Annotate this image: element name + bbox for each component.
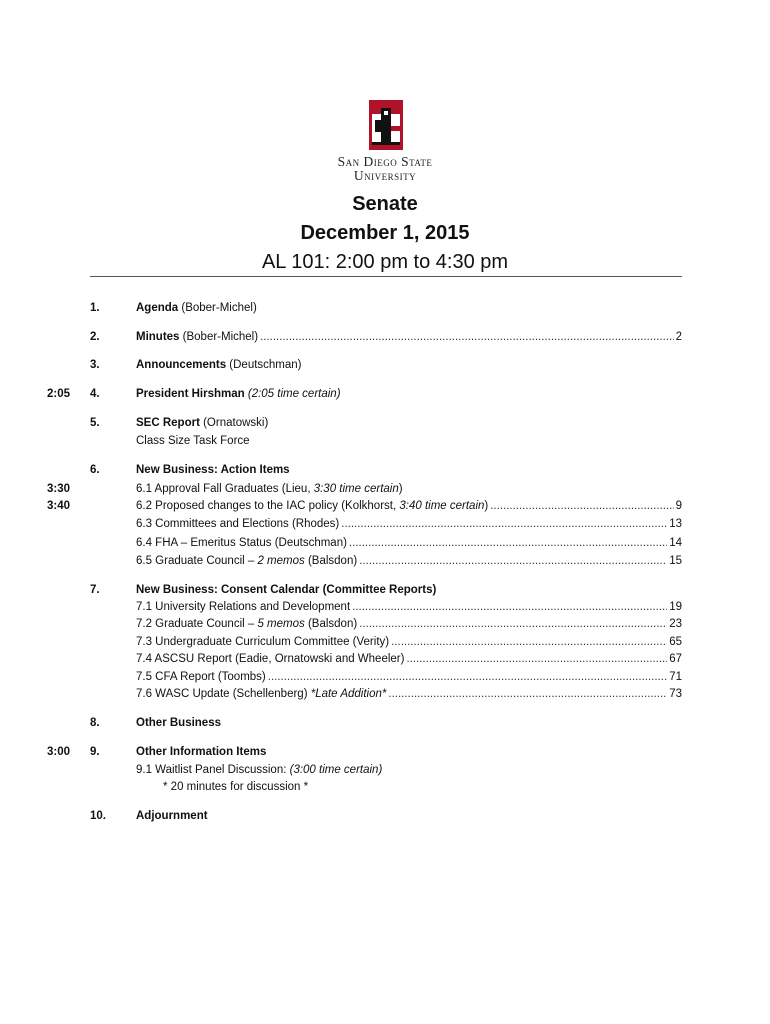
agenda-subitem-9-note [0,779,770,795]
sdsu-logo [369,100,403,150]
page-number: 71 [669,671,682,683]
agenda-subitem-7-1: 7.1 University Relations and Development ..... 19 [0,599,770,615]
agenda-subitem-6-4: 6.4 FHA – Emeritus Status (Deutschman) ..... 14 [0,535,770,551]
agenda-item-4 [0,386,770,402]
doc-date: December 1, 2015 [300,222,470,244]
dot-leader [391,634,667,650]
page-number: 13 [669,518,682,530]
doc-title: Senate [352,193,418,215]
dot-leader [406,651,667,667]
dot-leader [260,329,674,345]
agenda-subitem-6-2: 3:40 6.2 Proposed changes to the IAC policy (Kolkhorst, 3:40 time certain) ..... 9 [0,498,770,514]
agenda-subitem-7-6: 7.6 WASC Update (Schellenberg) *Late Addition* ..... 73 [0,686,770,702]
item-title: New Business: Consent Calendar (Committee Reports) [136,584,437,596]
item-title: Other Information Items [136,746,267,758]
agenda-item-8 [0,715,770,731]
time-note: (2:05 time certain) [247,388,341,400]
agenda-item-5 [0,415,770,431]
page-number: 2 [675,331,682,343]
item-number: 2. [90,331,100,343]
dot-leader [359,553,667,569]
dot-leader [352,599,667,615]
agenda-subitem-7-5: 7.5 CFA Report (Toombs) ..... 71 [0,669,770,685]
agenda-subitem-6-3: 6.3 Committees and Elections (Rhodes) ..... 13 [0,516,770,532]
page-number: 67 [669,653,682,665]
page-number: 15 [669,555,682,567]
item-presenter: (Ornatowski) [199,417,269,429]
item-title: Announcements [136,359,227,371]
dot-leader [490,498,673,514]
item-title: Agenda [136,302,179,314]
subitem-label: Class Size Task Force [136,435,250,447]
agenda-subitem-7-3: 7.3 Undergraduate Curriculum Committee (Verity) ..... 65 [0,634,770,650]
agenda-subitem-6-5: 6.5 Graduate Council – 2 memos (Balsdon) ..... 15 [0,553,770,569]
time-note: (3:00 time certain) [289,764,383,776]
item-number: 6. [90,464,100,476]
item-number: 1. [90,302,100,314]
agenda-item-2 [0,329,770,345]
agenda-item-7 [0,582,770,598]
agenda-item-6 [0,462,770,478]
item-number: 5. [90,417,100,429]
item-number: 10. [90,810,106,822]
item-number: 4. [90,388,100,400]
item-presenter: (Deutschman) [226,359,302,371]
agenda-item-9 [0,744,770,760]
item-number: 8. [90,717,100,729]
agenda-subitem-6-1: 3:30 6.1 Approval Fall Graduates (Lieu, 3:30 time certain) [47,483,403,495]
time-note: 3:30 time certain [313,483,399,495]
page-number: 14 [669,537,682,549]
university-name [0,155,770,183]
dot-leader [268,669,667,685]
item-title: Other Business [136,717,221,729]
page-number: 73 [669,688,682,700]
item-number: 9. [90,746,100,758]
doc-location: AL 101: 2:00 pm to 4:30 pm [261,251,509,273]
time-marker: 3:00 [47,746,71,758]
dot-leader [359,616,667,632]
agenda-item-10 [0,808,770,824]
page-number: 19 [669,601,682,613]
agenda-item-3 [0,357,770,373]
dot-leader [388,686,667,702]
item-number: 7. [90,584,100,596]
item-title: Minutes [136,331,180,343]
university-line1: San Diego State [337,154,433,169]
item-number: 3. [90,359,100,371]
item-presenter: (Bober-Michel) [179,331,259,343]
time-note: 3:40 time certain [399,500,485,512]
agenda-subitem-9-1: 9.1 Waitlist Panel Discussion: (3:00 time certain) [136,764,383,776]
item-title: Adjournment [136,810,208,822]
page-number: 9 [675,500,682,512]
time-marker: 3:30 [47,483,71,495]
agenda-item-1 [0,300,770,316]
time-marker: 3:40 [47,500,71,512]
agenda-subitem [0,433,770,449]
agenda-subitem-7-2: 7.2 Graduate Council – 5 memos (Balsdon) ..... 23 [0,616,770,632]
item-title: President Hirshman [136,388,245,400]
university-line2: University [353,168,417,183]
time-marker: 2:05 [47,388,71,400]
dot-leader [349,535,667,551]
page-number: 65 [669,636,682,648]
item-title: SEC Report [136,417,200,429]
item-presenter: (Bober-Michel) [178,302,257,314]
header-divider [90,276,682,277]
page-number: 23 [669,618,682,630]
item-title: New Business: Action Items [136,464,290,476]
agenda-subitem-7-4: 7.4 ASCSU Report (Eadie, Ornatowski and Wheeler) ..... 67 [0,651,770,667]
discussion-note: * 20 minutes for discussion * [163,781,309,793]
dot-leader [341,516,667,532]
